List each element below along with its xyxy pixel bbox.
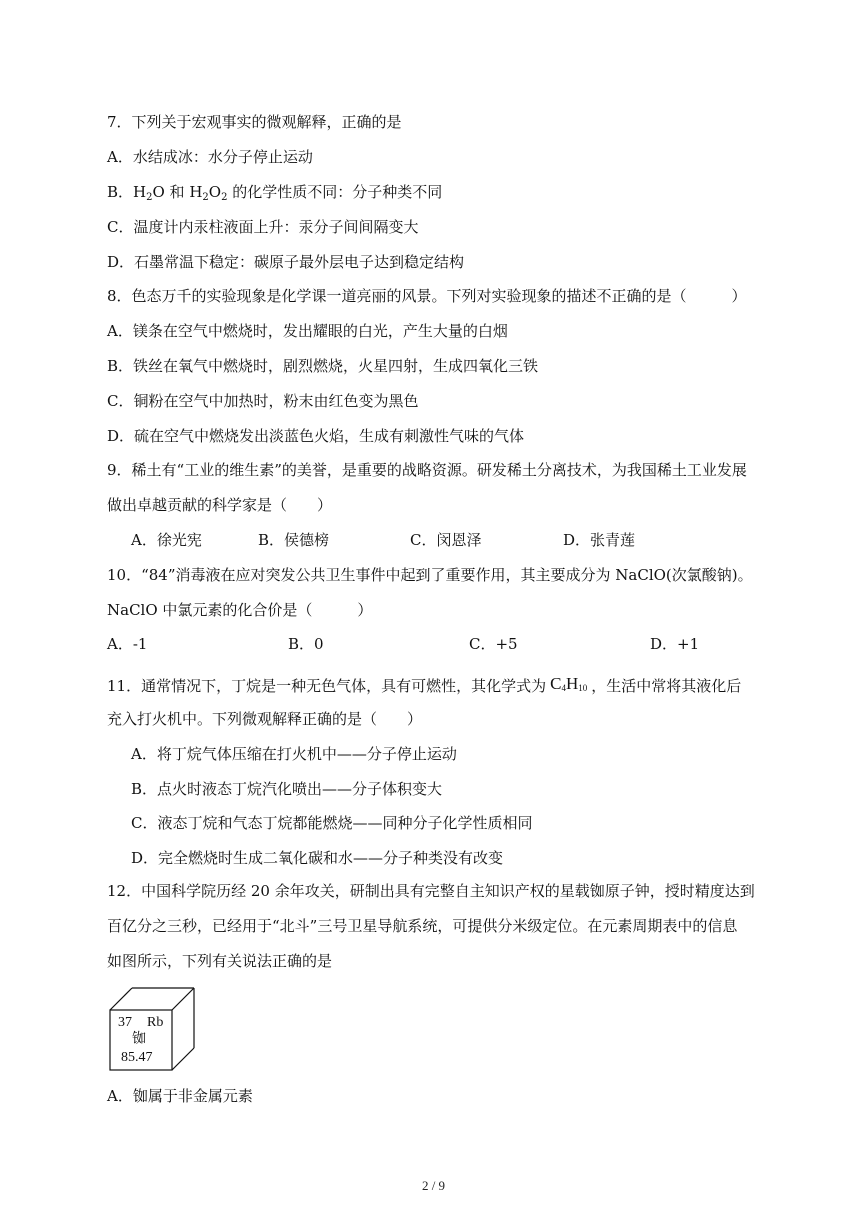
q7-option-d: D．石墨常温下稳定：碳原子最外层电子达到稳定结构 [107, 253, 465, 271]
q10-option-c: C．+5 [469, 635, 518, 653]
q11-stem-part1: 11．通常情况下，丁烷是一种无色气体，具有可燃性，其化学式为 [107, 677, 547, 695]
formula-h-sub: 10 [578, 683, 588, 693]
q9-stem-line1: 9．稀土有“工业的维生素”的美誉，是重要的战略资源。研发稀土分离技术，为我国稀土工业发展 [107, 461, 747, 479]
q12-stem-line3: 如图所示，下列有关说法正确的是 [107, 952, 333, 970]
page-number: 2 / 9 [421, 1178, 446, 1193]
q11-stem-line2: 充入打火机中。下列微观解释正确的是（ ） [107, 710, 423, 728]
q9-option-d: D．张青莲 [563, 531, 636, 549]
formula-c: C [550, 674, 562, 693]
q10-option-a: A．-1 [107, 635, 148, 653]
butane-formula [550, 673, 587, 695]
q7-stem: 7．下列关于宏观事实的微观解释，正确的是 [107, 113, 402, 131]
element-atomic-number: 37 [118, 1015, 132, 1030]
q11-stem-line1 [107, 673, 741, 697]
q12-stem-line2: 百亿分之三秒，已经用于“北斗”三号卫星导航系统，可提供分米级定位。在元素周期表中的信息 [107, 917, 738, 935]
q7-option-b-mid2: O [208, 183, 222, 201]
q8-option-a: A．镁条在空气中燃烧时，发出耀眼的白光，产生大量的白烟 [107, 322, 508, 340]
q8-option-d: D．硫在空气中燃烧发出淡蓝色火焰，生成有刺激性气味的气体 [107, 427, 525, 445]
q7-option-a: A．水结成冰：水分子停止运动 [107, 148, 313, 166]
element-symbol: Rb [147, 1015, 164, 1030]
q10-stem-line1: 10．“84”消毒液在应对突发公共卫生事件中起到了重要作用，其主要成分为 NaClO(次氯酸钠)。 [107, 566, 753, 584]
q8-option-c: C．铜粉在空气中加热时，粉末由红色变为黑色 [107, 392, 419, 410]
q7-b-sub2: 2 [202, 192, 209, 203]
q7-b-sub3: 2 [221, 192, 228, 203]
element-name: 铷 [132, 1032, 146, 1047]
q11-option-d: D．完全燃烧时生成二氧化碳和水——分子种类没有改变 [131, 849, 504, 867]
q7-option-b [107, 181, 442, 203]
element-cube-figure [108, 986, 198, 1072]
q10-option-d: D．+1 [650, 635, 700, 653]
q7-b-sub1: 2 [146, 192, 153, 203]
q8-option-b: B．铁丝在氧气中燃烧时，剧烈燃烧，火星四射，生成四氧化三铁 [107, 357, 539, 375]
q9-stem-line2: 做出卓越贡献的科学家是（ ） [107, 496, 333, 514]
q12-option-a: A．铷属于非金属元素 [107, 1087, 253, 1105]
formula-h: H [565, 674, 579, 693]
element-atomic-mass: 85.47 [121, 1050, 153, 1065]
formula-c-sub: 4 [561, 683, 566, 693]
q9-option-c: C．闵恩泽 [410, 531, 482, 549]
q8-stem: 8．色态万千的实验现象是化学课一道亮丽的风景。下列对实验现象的描述不正确的是（ ） [107, 287, 747, 305]
q7-option-b-prefix: B．H [107, 183, 147, 201]
q11-stem-part2: ，生活中常将其液化后 [591, 677, 742, 695]
q10-stem-line2: NaClO 中氯元素的化合价是（ ） [107, 601, 373, 619]
q11-option-c: C．液态丁烷和气态丁烷都能燃烧——同种分子化学性质相同 [131, 814, 533, 832]
q9-option-b: B．侯德榜 [258, 531, 330, 549]
q10-option-b: B．0 [288, 635, 324, 653]
q7-option-c: C．温度计内汞柱液面上升：汞分子间间隔变大 [107, 218, 419, 236]
q11-option-a: A．将丁烷气体压缩在打火机中——分子停止运动 [131, 745, 457, 763]
q11-option-b: B．点火时液态丁烷汽化喷出——分子体积变大 [131, 780, 443, 798]
q9-option-a: A．徐光宪 [131, 531, 202, 549]
q7-option-b-suffix: 的化学性质不同：分子种类不同 [227, 183, 443, 201]
q12-stem-line1: 12．中国科学院历经 20 余年攻关，研制出具有完整自主知识产权的星载铷原子钟，授时精度达到 [107, 882, 755, 900]
q7-option-b-mid1: O 和 H [152, 183, 203, 201]
